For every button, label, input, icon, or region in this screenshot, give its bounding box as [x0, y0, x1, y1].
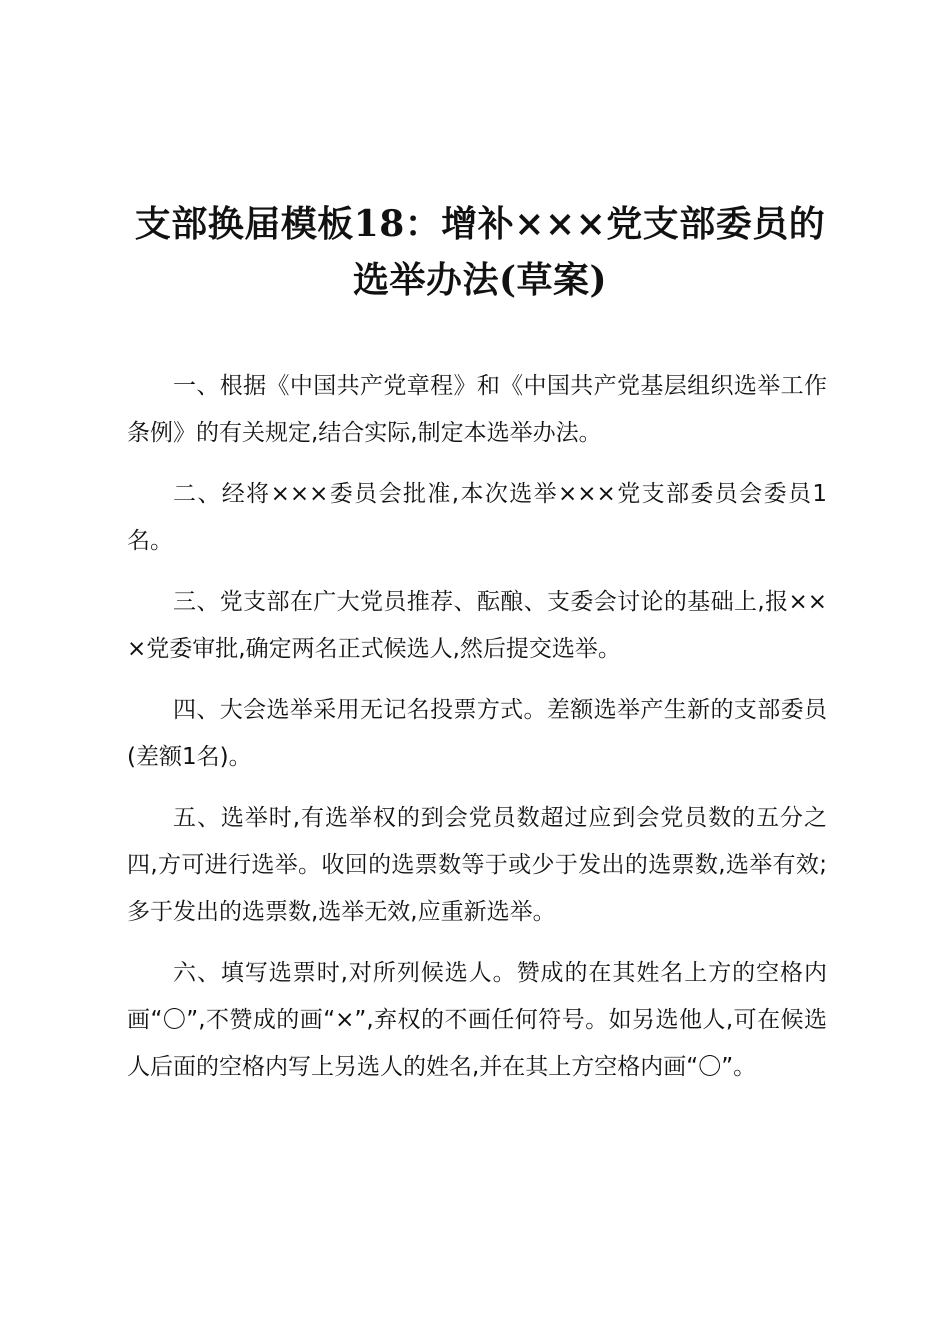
paragraph-2: 二、经将×××委员会批准,本次选举×××党支部委员会委员1名。 [127, 481, 827, 554]
document-title: 支部换届模板18：增补×××党支部委员的选举办法(草案) [134, 203, 826, 301]
paragraph-5: 五、选举时,有选举权的到会党员数超过应到会党员数的五分之四,方可进行选举。收回的选票数等于或少于发出的选票数,选举有效;多于发出的选票数,选举无效,应重新选举。 [127, 805, 827, 925]
paragraph-4: 四、大会选举采用无记名投票方式。差额选举产生新的支部委员(差额1名)。 [127, 697, 827, 770]
paragraph-3: 三、党支部在广大党员推荐、酝酿、支委会讨论的基础上,报×××党委审批,确定两名正式候选人,然后提交选举。 [127, 589, 827, 662]
paragraph-1: 一、根据《中国共产党章程》和《中国共产党基层组织选举工作条例》的有关规定,结合实际,制定本选举办法。 [127, 373, 827, 446]
document-body [127, 363, 827, 1105]
paragraph-6: 六、填写选票时,对所列候选人。赞成的在其姓名上方的空格内画“〇”,不赞成的画“×”,弃权的不画任何符号。如另选他人,可在候选人后面的空格内写上另选人的姓名,并在其上方空格内画“〇”。 [127, 960, 827, 1080]
